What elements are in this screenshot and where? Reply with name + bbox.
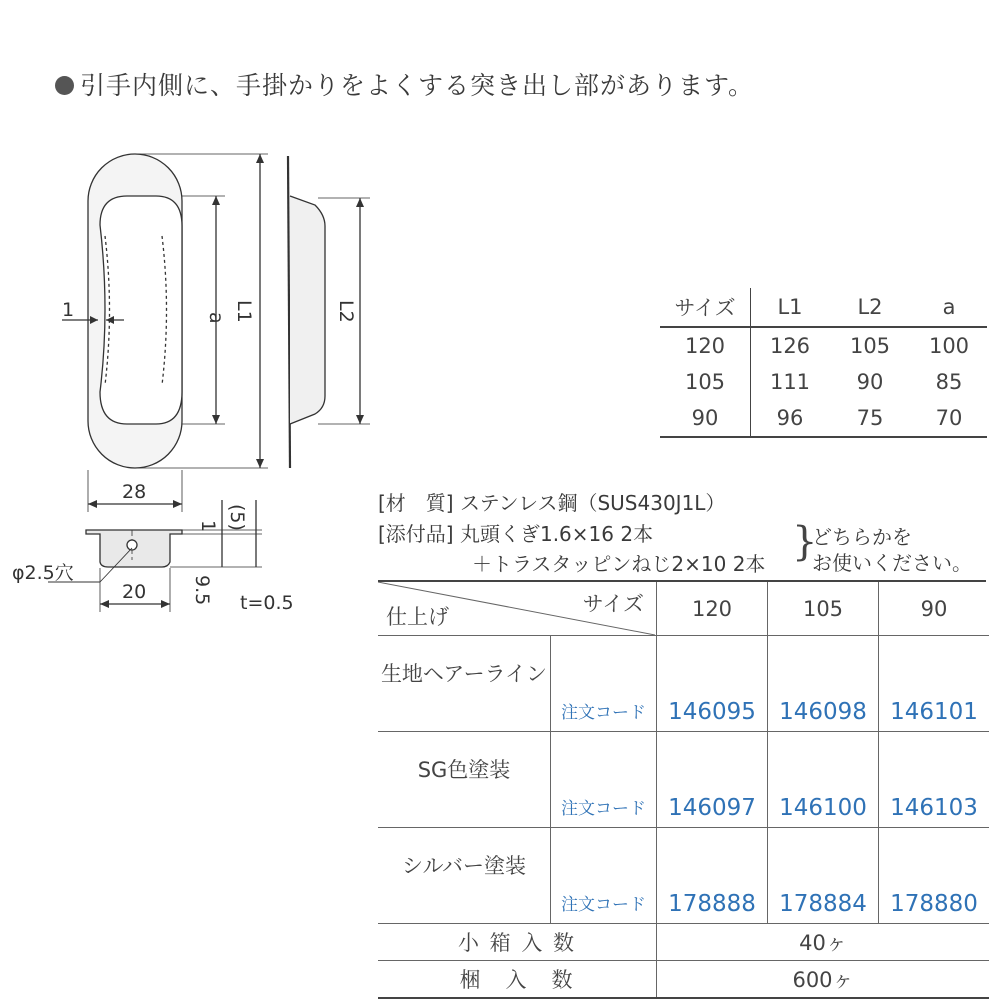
inner-recess: [100, 196, 182, 424]
table-row: [378, 924, 989, 961]
table-row: [378, 732, 989, 828]
table-cell: 90: [660, 400, 751, 437]
table-row: [660, 364, 987, 400]
order-code: 146101: [879, 636, 990, 732]
table-cell: 70: [911, 400, 987, 437]
thickness-label: t=0.5: [240, 592, 294, 614]
code-label: 注文コード: [551, 732, 657, 828]
size-col-120: 120: [657, 582, 768, 636]
order-code: 146097: [657, 732, 768, 828]
material-line: [378, 487, 725, 516]
finish-name: SG色塗装: [378, 732, 551, 828]
finish-name: 生地ヘアーライン: [378, 636, 551, 732]
corner-size-label: サイズ: [582, 592, 644, 616]
table-row: [660, 400, 987, 437]
order-code: 146100: [768, 732, 879, 828]
table-cell: 85: [935, 370, 963, 394]
accessory-line: [378, 518, 653, 547]
note-line2: お使いください。: [812, 551, 972, 575]
dim-28-label: 28: [122, 481, 147, 503]
order-table: [378, 582, 989, 999]
order-table-header: [378, 582, 989, 636]
accessory-line1: 丸頭くぎ1.6×16 2本: [459, 522, 654, 546]
material-label: [材 質]: [378, 491, 454, 515]
table-cell: 105: [849, 334, 891, 358]
headline-text: 引手内側に、手掛かりをよくする突き出し部があります。: [80, 71, 755, 100]
order-code: 178888: [657, 828, 768, 924]
dim-5-label: (5): [226, 504, 248, 531]
size-col-105: 105: [768, 582, 879, 636]
size-table: [660, 288, 987, 438]
table-cell: 96: [751, 400, 830, 437]
table-cell: 105: [660, 364, 751, 400]
table-cell: 100: [928, 334, 970, 358]
small-box-value: 40ヶ: [657, 924, 990, 961]
size-col-90: 90: [879, 582, 990, 636]
finish-name: シルバー塗装: [378, 828, 551, 924]
dim-a-label: a: [205, 312, 227, 324]
order-code: 178884: [768, 828, 879, 924]
technical-drawing: [0, 0, 380, 640]
side-profile: [290, 196, 325, 424]
table-row: [378, 828, 989, 924]
dim-9-5-label: 9.5: [191, 575, 213, 606]
small-box-label: 小 箱 入 数: [378, 924, 657, 961]
corner-cell: [378, 582, 657, 636]
order-code: 178880: [879, 828, 990, 924]
case-label: 梱 入 数: [378, 961, 657, 999]
table-cell: 126: [769, 334, 811, 358]
case-value: 600ヶ: [657, 961, 990, 999]
code-label: 注文コード: [551, 636, 657, 732]
dim-20-label: 20: [122, 581, 147, 603]
order-code: 146103: [879, 732, 990, 828]
dim-1b-label: 1: [197, 520, 219, 533]
table-row: [378, 636, 989, 732]
table-cell: 75: [829, 400, 911, 437]
brace-icon: }: [792, 519, 818, 565]
header-size: サイズ: [660, 288, 751, 327]
header-L2: L2: [829, 288, 911, 327]
corner-finish-label: 仕上げ: [386, 605, 449, 629]
accessory-label: [添付品]: [378, 522, 454, 546]
header-L1: L1: [751, 288, 830, 327]
table-cell: 120: [660, 327, 751, 364]
dim-L1-label: L1: [233, 300, 255, 323]
material-value: ステンレス鋼（SUS430J1L）: [459, 491, 726, 515]
table-cell: 90: [856, 370, 884, 394]
order-code: 146098: [768, 636, 879, 732]
table-row: [660, 327, 987, 364]
table-row: [378, 961, 989, 999]
accessory-line2: ＋トラスタッピンねじ2×10 2本: [472, 552, 766, 576]
dim-L2-label: L2: [335, 300, 357, 323]
header-a: a: [911, 288, 987, 327]
size-table-header: [660, 288, 987, 327]
note-line1: どちらかを: [812, 525, 912, 549]
hole-label: φ2.5穴: [12, 562, 74, 584]
dim-1-label: 1: [62, 299, 75, 321]
table-cell: 111: [769, 370, 811, 394]
code-label: 注文コード: [551, 828, 657, 924]
order-code: 146095: [657, 636, 768, 732]
